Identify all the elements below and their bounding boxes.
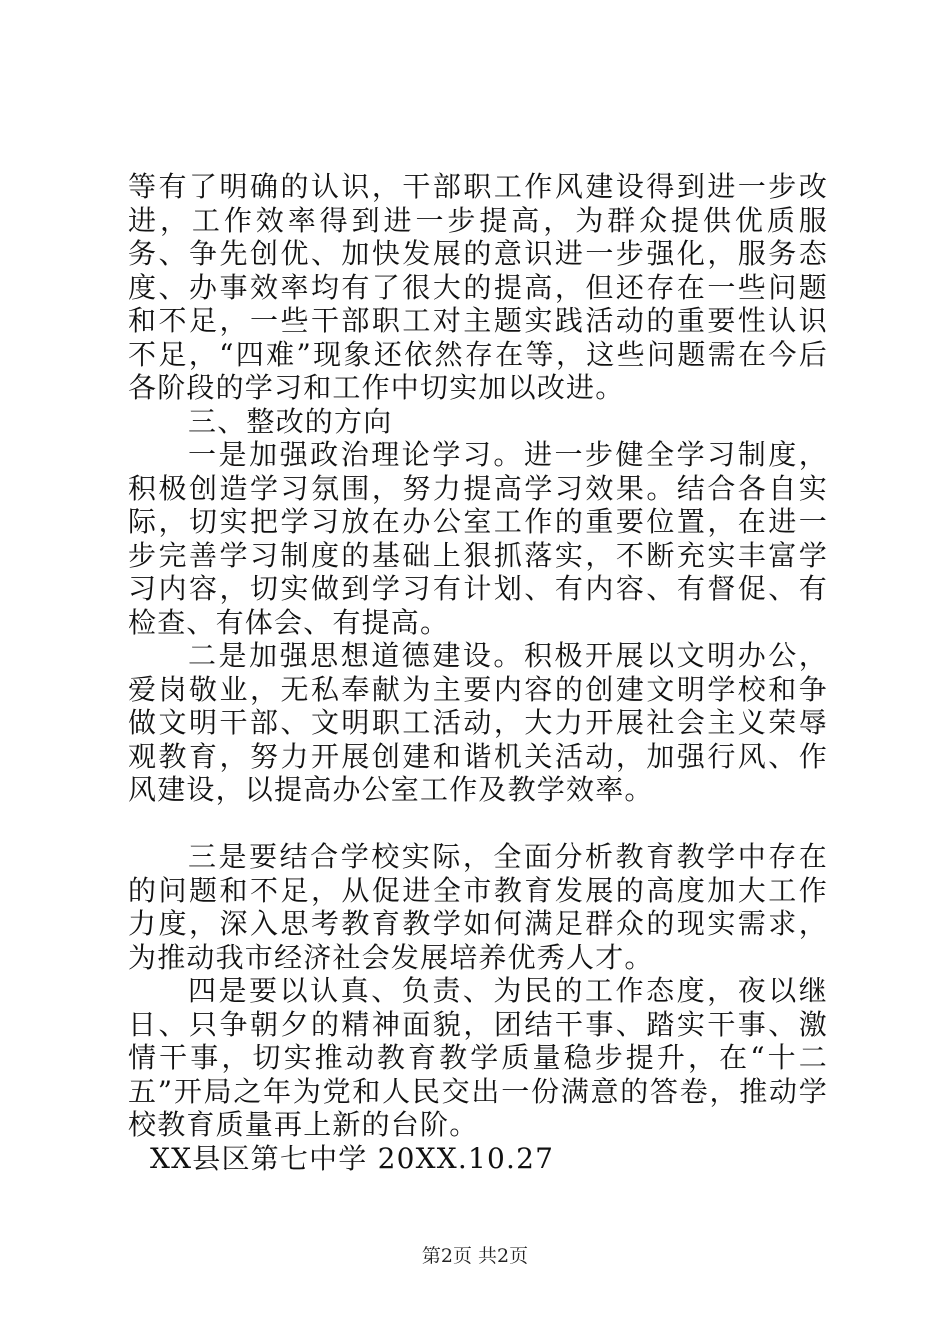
signature-line: XX县区第七中学 20XX.10.27 [150, 1141, 555, 1175]
paragraph-item-2: 二是加强思想道德建设。积极开展以文明办公，爱岗敬业，无私奉献为主要内容的创建文明学校和争做文明干部、文明职工活动，大力开展社会主义荣辱观教育，努力开展创建和谐机关活动，加强行风、作风建设，以提高办公室工作及教学效率。 [128, 639, 828, 806]
paragraph-continuation: 等有了明确的认识，干部职工作风建设得到进一步改进，工作效率得到进一步提高，为群众提供优质服务、争先创优、加快发展的意识进一步强化，服务态度、办事效率均有了很大的提高，但还存在一些问题和不足，一些干部职工对主题实践活动的重要性认识不足，“四难”现象还依然存在等，这些问题需在今后各阶段的学习和工作中切实加以改进。 [128, 170, 828, 404]
document-body [128, 170, 828, 1175]
paragraph-item-3: 三是要结合学校实际，全面分析教育教学中存在的问题和不足，从促进全市教育发展的高度加大工作力度，深入思考教育教学如何满足群众的现实需求，为推动我市经济社会发展培养优秀人才。 [128, 840, 828, 974]
paragraph-item-1: 一是加强政治理论学习。进一步健全学习制度，积极创造学习氛围，努力提高学习效果。结合各自实际，切实把学习放在办公室工作的重要位置，在进一步完善学习制度的基础上狠抓落实，不断充实丰富学习内容，切实做到学习有计划、有内容、有督促、有检查、有体会、有提高。 [128, 438, 828, 639]
section-heading: 三、整改的方向 [188, 404, 393, 438]
blank-line [128, 807, 828, 841]
paragraph-item-4: 四是要以认真、负责、为民的工作态度，夜以继日、只争朝夕的精神面貌，团结干事、踏实干事、激情干事，切实推动教育教学质量稳步提升，在“十二五”开局之年为党和人民交出一份满意的答卷，推动学校教育质量再上新的台阶。 [128, 974, 828, 1141]
page-footer: 第2页 共2页 [421, 1245, 529, 1267]
